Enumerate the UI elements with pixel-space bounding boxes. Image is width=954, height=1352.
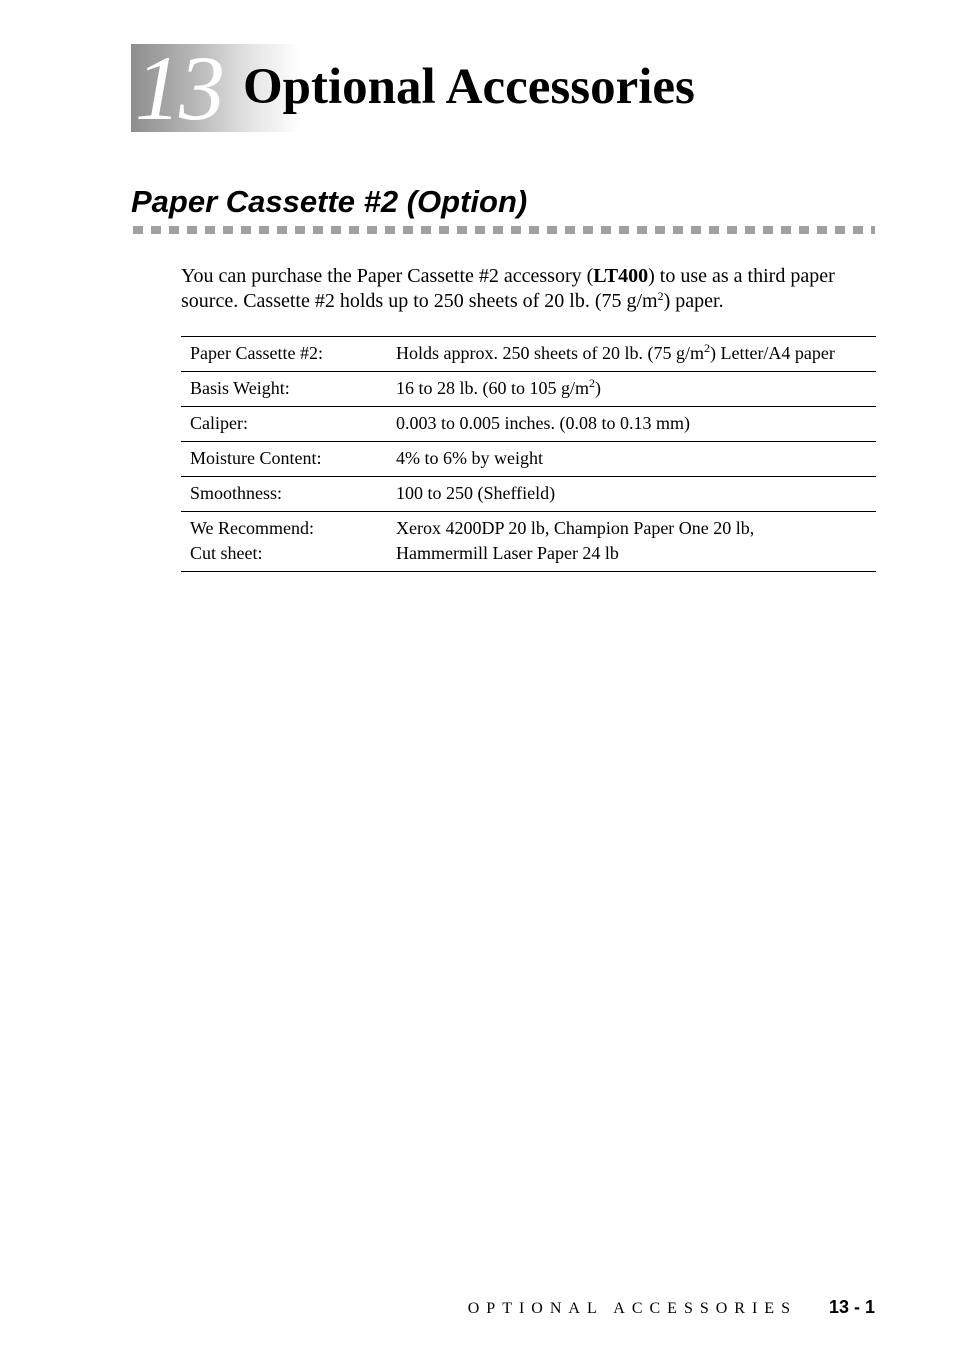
chapter-header [131,37,891,139]
spec-label [181,512,387,572]
spec-value [387,372,876,407]
spec-value-text: Holds approx. 250 sheets of 20 lb. (75 g/m [396,343,704,363]
spec-label: Basis Weight: [181,372,387,407]
superscript: 2 [657,289,664,303]
spec-label: Paper Cassette #2: [181,337,387,372]
table-row [181,407,876,442]
table-row [181,477,876,512]
spec-label: Caliper: [181,407,387,442]
section-divider [133,226,875,234]
spec-value: 100 to 250 (Sheffield) [387,477,876,512]
footer-chapter-name: OPTIONAL ACCESSORIES [467,1300,797,1317]
intro-text-3: ) paper. [663,290,724,312]
spec-label-line: We Recommend: [190,518,315,538]
spec-label: Smoothness: [181,477,387,512]
spec-value [387,512,876,572]
spec-value-line: Hammermill Laser Paper 24 lb [396,543,619,563]
table-row [181,442,876,477]
section-title: Paper Cassette #2 (Option) [131,184,528,219]
page-footer [468,1297,875,1318]
spec-value-text: 16 to 28 lb. (60 to 105 g/m [396,378,589,398]
spec-value: 0.003 to 0.005 inches. (0.08 to 0.13 mm) [387,407,876,442]
superscript: 2 [703,341,710,355]
chapter-title: Optional Accessories [243,59,695,115]
intro-text-2: ) to use as a third paper source. Cassette #2 holds up to 250 sheets of 20 lb. (75 g/m [181,265,835,312]
specifications-table [181,336,876,572]
spec-value-line: Xerox 4200DP 20 lb, Champion Paper One 20 lb, [396,518,755,538]
intro-text-1: You can purchase the Paper Cassette #2 accessory ( [181,265,594,287]
chapter-number: 13 [135,37,223,139]
superscript: 2 [589,376,595,390]
table-row [181,372,876,407]
intro-paragraph [181,264,881,314]
spec-value [387,337,876,372]
spec-label: Moisture Content: [181,442,387,477]
table-row [181,337,876,372]
table-row [181,512,876,572]
spec-value: 4% to 6% by weight [387,442,876,477]
spec-value-text: ) [595,378,601,398]
spec-value-text: ) Letter/A4 paper [709,343,835,363]
model-number: LT400 [593,265,649,287]
page-number: 13 - 1 [828,1297,875,1317]
spec-label-line: Cut sheet: [190,543,263,563]
